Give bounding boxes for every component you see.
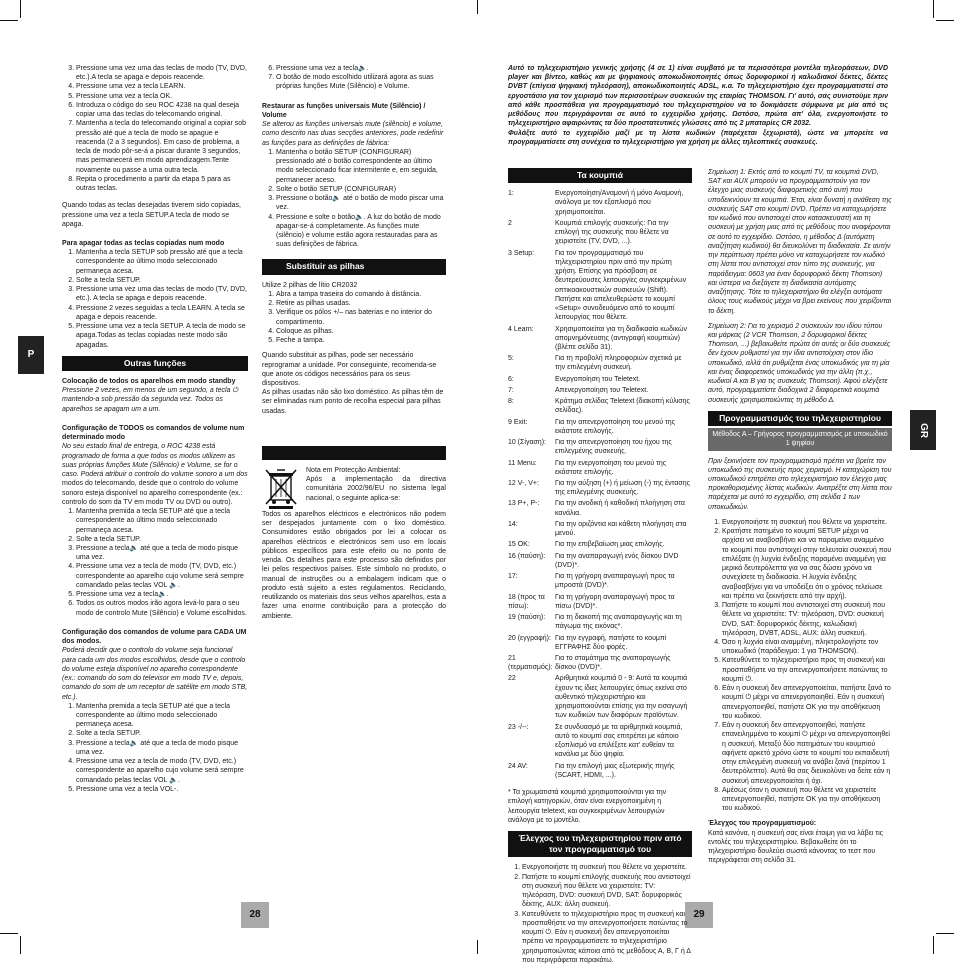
steps-mute: [62, 507, 248, 618]
paragraph: Utilize 2 pilhas de lítio CR2032: [262, 281, 358, 289]
list-item: 24 AV: Για την επιλογή μιας εξωτερικής πηγής (SCART, HDMI, ...).: [508, 762, 675, 779]
list-item: 5. Pressione uma vez a tecla SETUP. A tecla de modo se apaga.Todas as teclas copiadas neste modo são apagadas.: [76, 322, 248, 350]
paragraph: Quando todas as teclas desejadas tiverem sido copiadas, pressione uma vez a tecla SETUP.A tecla de modo se apaga.: [62, 202, 241, 228]
section-title: Configuração dos comandos de volume para CADA UM dos modos.: [62, 628, 247, 646]
paragraph: Poderá decidir que o controlo do volume seja funcional para cada um dos modos escolhidos, desde que o controlo do volume esteja disponível no aparelho correspondente (ex.: comando do som do televisor em modo TV e, depois, comando do som de um receptor de satélite em modo STB, etc.).: [62, 647, 248, 701]
section-header: Τα κουμπιά: [508, 168, 692, 183]
list-item: 4. Coloque as pilhas.: [276, 327, 446, 336]
paragraph: Κατά κανόνα, η συσκευή σας είναι έτοιμη για να λάβει τις εντολές του τηλεχειριστηρίου. Βεβαιωθείτε ότι το τηλεχειριστήριο δουλεύει σωστά κάνοντας το τεστ που περιγράφεται στη σελίδα 31.: [708, 829, 884, 865]
list-item: 15 OK: Για την επιβεβαίωση μιας επιλογής.: [508, 541, 665, 549]
list-item: 2. Retire as pilhas usadas.: [276, 299, 446, 308]
list-item: 1. Mantenha a tecla SETUP sob pressão até que a tecla correspondente ao último modo seleccionado permaneça acesa.: [76, 248, 248, 276]
list-item: 1. Ενεργοποιήστε τη συσκευή που θέλετε να χειριστείτε.: [722, 518, 892, 527]
steps-volume: [62, 702, 248, 794]
section-subheader: Μέθοδος Α – Γρήγορος προγραμματισμός με υποκωδικό 1 ψηφίου: [708, 428, 892, 450]
paragraph: As pilhas usadas não são lixo doméstico. As pilhas têm de ser eliminadas num ponto de recolha especial para pilhas usadas.: [262, 389, 444, 415]
environment-title: Nota em Protecção Ambiental:: [306, 466, 401, 474]
list-item: 21 (τερματισμός): Για το σταμάτημα της αναπαραγωγής δίσκου (DVD)*.: [508, 655, 671, 672]
list-item: 11 Menu: Για την ενεργοποίηση του μενού της εκάστοτε επιλογής.: [508, 459, 667, 476]
list-item: 22 Αριθμητικά κουμπιά 0 - 9: Αυτά τα κουμπιά έχουν τις ίδιες λειτουργίες όπως εκείνα στο αυθεντικό τηλεχειριστήριο και χρησιμοποιούνται επίσης για την εισαγωγή των κωδικών των διαφόρων προϊόντων.: [508, 675, 688, 720]
list-item: 2. Solte o botão SETUP (CONFIGURAR): [276, 185, 446, 194]
list-item: 4. Pressione uma vez a tecla LEARN.: [76, 82, 248, 91]
crop-mark: [477, 0, 478, 14]
list-item: 8. Αμέσως όταν η συσκευή που θέλετε να χειριστείτε απενεργοποιηθεί, πατήστε OK για την αποθήκευση του κωδικού.: [722, 786, 892, 814]
crop-mark: [936, 20, 954, 21]
list-item: 5. Feche a tampa.: [276, 336, 446, 345]
list-item: 4. Pressione uma vez a tecla de modo (TV, DVD, etc.) correspondente ao aparelho cujo volume será sempre comandado pelas teclas VOL 🔈.: [76, 562, 248, 590]
list-item: 10 (Σίγαση): Για την απενεργοποίηση του ήχου της επιλεγμένης συσκευής.: [508, 439, 672, 456]
paragraph: Todos os aparelhos eléctricos e electrónicos não podem ser despejados juntamente com o lixo doméstico. Consumidores estão obrigados por lei a colocar os aparelhos eléctricos e electrónicos sem uso em locais públicos específicos para este efeito ou no ponto de venda. Os detalhes para este processo são definidos por lei pelos respectivos países. Este símbolo no produto, o manual de instruções ou a embalagem indicam que o produto está sujeito a estes regulamentos. Reciclando, reutilizando os materiais dos seus velhos aparelhos, esta a fazer uma enorme contribuição para a protecção do ambiente.: [262, 510, 446, 620]
column-3: [508, 168, 692, 971]
section-title: Colocação de todos os aparelhos em modo standby: [62, 378, 236, 386]
list-item: 17: Για τη γρήγορη αναπαραγωγή προς τα μπροστά (DVD)*.: [508, 573, 675, 590]
environment-note: [262, 466, 446, 510]
language-tab-gr: [910, 410, 936, 450]
list-item: 4. Pressione uma vez a tecla de modo (TV, DVD, etc.) correspondente ao aparelho cujo volume será sempre comandado pelas teclas VOL 🔈.: [76, 757, 248, 785]
page-number-left: 28: [241, 902, 269, 928]
intro-paragraph: Αυτό το τηλεχειριστήριο γενικής χρήσης (4 σε 1) είναι συμβατό με τα περισσότερα μοντέλα τηλεοράσεων, DVD player και βίντεο, καθώς και με ψηφιακούς αποκωδικοποιητές όπως δορυφορικοί ή καλωδιακοί δέκτες, δέκτες DVBT (επίγεια ψηφιακή τηλεόραση), αποκωδικοποιητές ADSL, κ.α. Το τηλεχειριστήριο έχει προγραμματιστεί στο εργοστάσιο για τον χειρισμό των περισσοτέρων συσκευών της εταιρίας THOMSON. Γι' αυτό, σας συνιστούμε πριν από κάθε προσπάθεια για προγραμματισμό του τηλεχειριστηρίου να το δοκιμάσετε σύμφωνα με μία από τις μεθόδους που περιγράφονται σε αυτό το εγχειρίδιο χρήσης. Ωστόσο, πρώτα απ' όλα, ενεργοποιήστε το τηλεχειριστήριο αφαιρώντας τα δύο προστατευτικές γλώσσες από τις 2 μπαταρίες CR 2032.: [508, 65, 888, 128]
list-item: 1. Mantenha o botão SETUP (CONFIGURAR) pressionado até o botão correspondente ao último modo seleccionado ficar intermitente e, em seguida, permanecer aceso.: [276, 148, 446, 185]
steps-method-a: [708, 518, 892, 814]
section-header: Substituir as pilhas: [262, 259, 446, 274]
environment-text: [306, 466, 446, 510]
paragraph: No seu estado final de entrega, o ROC 4238 está programado de forma a que todos os modos utilizem as suas próprias funções Mute (Silêncio) e Volume, se for o caso. Poderá atribuir o controlo do volume sonoro a um dos: [62, 443, 248, 479]
list-item: 23 -/--: Σε συνδυασμό με τα αριθμητικά κουμπιά, αυτό το κουμπί σας επιτρέπει με κάποιο εξοπλισμό να επιλέξετε κατ' ευθείαν τα κανάλια με δύο ψηφία.: [508, 723, 683, 759]
steps-check: [508, 863, 692, 965]
list-item: 5. Pressione uma vez a tecla🔈.: [76, 590, 248, 599]
crop-mark: [20, 936, 21, 954]
section-title: Configuração de TODOS os comandos de volume num determinado modo: [62, 424, 245, 442]
list-item: 20 (εγγραφή): Για την εγγραφή, πατήστε το κουμπί ΕΓΓΡΑΦΗΣ δύο φορές.: [508, 634, 667, 651]
section-header: [262, 446, 446, 460]
list-item: 5. Κατευθύνετε το τηλεχειριστήριο προς τη συσκευή και προσπαθήστε να την απενεργοποιήσετε πατώντας το κουμπί ⏻.: [722, 656, 892, 684]
weee-bin-icon: [262, 466, 300, 510]
section-title: Έλεγχος του προγραμματισμού:: [708, 820, 817, 828]
list-item: 7. O botão de modo escolhido utilizará agora as suas próprias funções Mute (Silêncio) e Volume.: [276, 73, 446, 91]
section-header: Έλεγχος του τηλεχειριστηρίου πριν από τον προγραμματισμό του: [508, 831, 692, 857]
paragraph: Se alterou as funções universais mute (silêncio) e volume, como descrito nas duas secções anteriores, pode redefinir as funções para as definições de fábrica:: [262, 121, 444, 147]
list-item: 2. Solte a tecla SETUP.: [76, 276, 248, 285]
note: Σημείωση 1: Εκτός από το κουμπί TV, τα κουμπιά DVD, SAT και AUX μπορούν να προγραμματιστούν για τον έλεγχο μιας συσκευής διαφορετικής από αυτή που υποδεικνύουν τα κουμπιά. Έτσι, είναι δυνατή η ανάθεση της συσκευής SAT στο κουμπί DVD. Πρέπει να καταχωρήσετε τον κωδικό που αντιστοιχεί στον κατασκευαστή και τη συσκευή με χρήση μιας από τις μεθόδους που αναφέρονται σε αυτό το εγχειρίδιο. Ωστόσο, η μέθοδος Δ (αυτόματη αναζήτηση κωδικού) θα διευκολύνει τη διαδικασία. Σε αυτήν την περίπτωση πρέπει μόνο να καταχωρήσετε τον κωδικό στη λίστα που αντιστοιχεί στον τύπο της συσκευής, για παράδειγμα: 0603 για έναν δορυφορικό δέκτη Thomson) και ύστερα να διεξάγετε τη διαδικασία αυτόματης αναζήτησης. Τότε το τηλεχειριστήριο θα ελέγξει αυτόματα όλους τους κωδικούς μέχρι να βρει εκείνους που χειρίζονται το δέκτη.: [708, 169, 892, 315]
paragraph: Πριν ξεκινήσετε τον προγραμματισμό πρέπει να βρείτε τον υποκωδικό της συσκευής προς χειρισμό. Η καταχώριση του υποκωδικού επιτρέπει στο τηλεχειριστήριο τον έλεγχο μιας προκαθορισμένης λίστας κωδικών. Ανατρέξτε στη λίστα που παρέχεται με αυτό το εγχειρίδιο, στη σελίδα 1 των υποκωδικών.: [708, 457, 892, 511]
list-item: 1: Ενεργοποίηση/Αναμονή ή μόνο Αναμονή, ανάλογα με τον εξοπλισμό που χρησιμοποιείται.: [508, 190, 684, 216]
language-tab-label: P: [27, 349, 35, 360]
list-item: 14: Για την οριζόντια και κάθετη πλοήγηση στα μενού.: [508, 520, 687, 538]
list-item: 18 (προς τα πίσω): Για τη γρήγορη αναπαραγωγή προς τα πίσω (DVD)*.: [508, 593, 675, 610]
paragraph: * Τα χρωματιστά κουμπιά χρησιμοποιούνται για την επιλογή κατηγοριών, όταν είναι ενεργοποιημένη η λειτουργία teletext, και συγκεκριμένων λειτουργιών ανάλογα με το μοντέλο.: [508, 789, 667, 824]
list-item: 1. Ενεργοποιήστε τη συσκευή που θέλετε να χειριστείτε.: [522, 863, 692, 872]
greek-intro: [508, 64, 888, 147]
list-item: 6. Pressione uma vez a tecla🔈.: [276, 64, 446, 73]
section-header: Outras funções: [62, 356, 248, 371]
column-4: [708, 168, 892, 872]
list-item: 4 Learn: Χρησιμοποιείται για τη διαδικασία κωδικών απομνημόνευσης (αντιγραφή κουμπιών) (βλέπε σελίδα 31).: [508, 325, 687, 351]
list-item: 3. Πατήστε το κουμπί που αντιστοιχεί στη συσκευή που θέλετε να χειριστείτε: TV: τηλεόραση, DVD: συσκευή DVD, SAT: δορυφορικός δέκτης, καλωδιακή τηλεόραση, DVBT, ADSL, AUX: άλλη συσκευή.: [722, 601, 892, 638]
list-item: 3. Pressione o botão🔈 até o botão de modo piscar uma vez.: [276, 194, 446, 212]
list-item: 6. Introduza o código do seu ROC 4238 na qual deseja copiar uma das teclas do telecomando original.: [76, 101, 248, 119]
steps-battery: [262, 290, 446, 345]
language-tab-p: [18, 336, 44, 374]
list-item: 3. Verifique os pólos +/– nas baterias e no interior do compartimento.: [276, 308, 446, 326]
column-1: [62, 64, 248, 800]
list-item: 6. Εάν η συσκευή δεν απενεργοποιείται, πατήστε ξανά το κουμπί ⏻ μέχρι να απενεργοποιηθεί. Εάν η συσκευή απενεργοποιηθεί, πατήστε OK για την αποθήκευση του κωδικού.: [722, 684, 892, 721]
crop-mark: [936, 933, 954, 934]
list-item: 8: Κράτημα σελίδας Teletext (διακοπή κύλισης σελίδας).: [508, 398, 690, 415]
list-item: 1. Abra a tampa traseira do comando à distância.: [276, 290, 446, 299]
list-item: 1. Mantenha premida a tecla SETUP até que a tecla correspondente ao último modo seleccionado permaneça acesa.: [76, 507, 248, 535]
list-item: 2. Solte a tecla SETUP.: [76, 535, 248, 544]
list-item: 16 (παύση): Για την αναπαραγωγή ενός δίσκου DVD (DVD)*.: [508, 552, 679, 569]
paragraph: Pressione 2 vezes, em menos de um segundo, a tecla ⏻ mantendo-a sob pressão da segunda vez. Todos os aparelhos se apagam um a um.: [62, 387, 238, 413]
list-item: 3. Pressione a tecla🔈 até que a tecla de modo pisque uma vez.: [76, 544, 248, 562]
list-item: 7: Απενεργοποίηση του Teletext.: [508, 386, 649, 394]
column-2: [262, 64, 446, 627]
list-item: 9 Exit: Για την απενεργοποίηση του μενού της εκάστοτε επιλογής.: [508, 418, 676, 435]
paragraph: Após a implementação da directiva comunitária 2002/96/EU no sistema legal nacional, o seguinte aplica-se:: [306, 476, 446, 502]
list-item: 1. Mantenha premida a tecla SETUP até que a tecla correspondente ao último modo seleccionado permaneça acesa.: [76, 702, 248, 730]
note: Σημείωση 2: Για το χειρισμό 2 συσκευών του ιδίου τύπου και μάρκας (2 VCR Thomson, 2 δορυφορικοί δέκτες Thomson, ...) βεβαιωθείτε πρώτα ότι αυτές οι δύο συσκευές δεν έχουν ρυθμιστεί για την ίδια αντιστοίχιση στον ίδιο υποκωδικό, αλλά ότι ρυθμίζεται ένας υποκωδικός για τη μία και ένας διαφορετικός υποκωδικός για την άλλη (π.χ., κωδικοί A και B για τις συσκευές Thomson). Αφού ελέγξετε αυτό, προγραμματίστε διαδοχικά 2 διαφορετικά κουμπιά συσκευής χρησιμοποιώντας τη μέθοδο Δ.: [708, 322, 891, 404]
list-item: 2. Πατήστε το κουμπί επιλογής συσκευής που αντιστοιχεί στη συσκευή που θέλετε να χειριστείτε: TV: τηλεόραση, DVD: συσκευή DVD, SAT: δορυφορικός δέκτης, AUX: άλλη συσκευή.: [522, 873, 692, 910]
list-item: 4. Pressione 2 vezes seguidas a tecla LEARN. A tecla se apaga e depois reacende.: [76, 304, 248, 322]
crop-mark: [477, 940, 478, 954]
list-item: 2. Κρατήστε πατημένο το κουμπί SETUP μέχρι να αρχίσει να αναβοσβήνει και να παραμείνει αναμμένο το κουμπί που αντιστοιχεί στην τελευταία συσκευή που επιλέξατε (η λυχνία ένδειξης παραμένει αναμμένη για μερικά δευτερόλεπτα για να σας δώσει χρόνο να συνεχίσετε τη διαδικασία. Η λυχνία ένδειξης αναβοσβήνει για να υποδείξει ότι ο χρόνος τελείωσε και πρέπει να ξεκινήσετε από την αρχή).: [722, 527, 892, 601]
steps-restore: [262, 148, 446, 250]
intro-paragraph: Φυλάξτε αυτό το εγχειρίδιο μαζί με τη λίστα κωδικών (παρέχεται ξεχωριστά), ώστε να μπορείτε να προγραμματίσετε στη συνέχεια το τηλεχειριστήριο για χρήση με άλλες τηλεοπτικές συσκευές.: [508, 129, 888, 146]
list-item: 7. Εάν η συσκευή δεν απενεργοποιηθεί, πατήστε επανειλημμένα το κουμπί ⏻ μέχρι να απενεργοποιηθεί η συσκευή. Μεταξύ δύο πατημάτων του κουμπιού αφήνετε αρκετό χρόνο ώστε το κουμπί του εκπαιδευτή στην επιλεγμένη συσκευή να ανάβει ξανά (περίπου 1 δευτερόλεπτο). Αυτό θα σας διευκολύνει να δείτε εάν η συσκευή απενεργοποιείται ή όχι.: [722, 721, 892, 786]
list-item: 3 Setup: Για τον προγραμματισμό του τηλεχειριστηρίου πριν από την πρώτη χρήση. Επίσης για πρόσβαση σε δευτερεύουσες λειτουργίες συγκεκριμένων οπτικοακουστικών συσκευών (Shift). Πατήστε και απελευθερώστε το κουμπί «Setup» συνοδευόμενο από το κουμπί λειτουργίας που θέλετε.: [508, 249, 687, 322]
keys-list: [508, 189, 692, 780]
list-item: 3. Pressione uma vez uma das teclas de modo (TV, DVD, etc.).A tecla se apaga e depois reacende.: [76, 64, 248, 82]
list-item: 5. Pressione uma vez a tecla VOL-.: [76, 785, 248, 794]
section-title: Restaurar as funções universais Mute (Silêncio) / Volume: [262, 102, 426, 119]
list-item: 8. Repita o procedimento a partir da etapa 5 para as outras teclas.: [76, 175, 248, 193]
language-tab-label: GR: [917, 423, 929, 439]
steps-learn: [62, 64, 248, 193]
crop-mark: [0, 933, 18, 934]
steps-clear: [62, 248, 248, 350]
list-item: 5. Pressione uma vez a tecla OK.: [76, 92, 248, 101]
list-item: 3. Pressione a tecla🔈 até que a tecla de modo pisque uma vez.: [76, 739, 248, 757]
list-item: 5: Για τη προβολή πληροφοριών σχετικά με την επιλεγμένη συσκευή.: [508, 355, 682, 372]
page-number-right: 29: [685, 902, 713, 928]
list-item: 2 Κουμπιά επιλογής συσκευής: Για την επιλογή της συσκευής που θέλετε να χειριστείτε (TV, DVD, ...).: [508, 219, 669, 246]
list-item: 4. Pressione e solte o botão🔈. A luz do botão de modo apagar-se-á completamente. As funções mute (silêncio) e volume estão agora restauradas para as suas definições de fábrica.: [276, 213, 446, 250]
paragraph: Quando substituir as pilhas, pode ser necessário reprogramar a unidade. Por conseguinte, recomenda-se que anote os códigos necessários para os seus dispositivos.: [262, 352, 437, 388]
steps-volume-cont: [262, 64, 446, 92]
paragraph: modos do telecomando, desde que o controlo do volume sonoro esteja disponível no aparelho correspondente (ex.: controlo do som da TV em modo TV ou DVD ou outro).: [62, 480, 243, 506]
crop-mark: [933, 936, 934, 954]
list-item: 7. Mantenha a tecla do telecomando original a copiar sob pressão até que a tecla de modo se apague e reacenda (2 a 3 segundos). Em caso de problema, a tecla de modo pôr-se-á a piscar durante 3 segundos, mas permanecerá em modo aprendizagem.Tente novamente ou passe a uma outra tecla.: [76, 119, 248, 174]
list-item: 4. Όσο η λυχνία είναι αναμμένη, πληκτρολογήστε τον υποκωδικό (παράδειγμα: 1 για THOMSON).: [722, 638, 892, 656]
section-header: Προγραμματισμός του τηλεχειριστηρίου: [708, 411, 892, 426]
crop-mark: [20, 0, 21, 18]
list-item: 3. Κατευθύνετε το τηλεχειριστήριο προς τη συσκευή και προσπαθήστε να την απενεργοποιήσετε πατώντας το κουμπί ⏻. Εάν η συσκευή δεν απενεργοποιείται πρέπει να προγραμματίσετε το τηλεχειριστήριο χρησιμοποιώντας κάποια από τις μεθόδους Α, Β, Γ ή Δ που περιγράφεται παρακάτω.: [522, 910, 692, 965]
section-title: Para apagar todas as teclas copiadas num modo: [62, 239, 225, 247]
list-item: 19 (παύση): Για τη διακοπή της αναπαραγωγής και τη πάγωμα της εικόνας*.: [508, 614, 682, 631]
list-item: 2. Solte a tecla SETUP.: [76, 729, 248, 738]
list-item: 6: Ενεργοποίηση του Teletext.: [508, 375, 641, 383]
list-item: 3. Pressione uma vez uma das teclas de modo (TV, DVD, etc.). A tecla se apaga e depois reacende.: [76, 285, 248, 303]
list-item: 12 V-, V+: Για την αύξηση (+) ή μείωση (-) της έντασης της επιλεγμένης συσκευής.: [508, 480, 690, 497]
list-item: 6. Todos os outros modos irão agora levá-lo para o seu modo de controlo Mute (Silêncio) e Volume escolhidos.: [76, 599, 248, 617]
crop-mark: [933, 0, 934, 18]
crop-mark: [0, 20, 18, 21]
list-item: 13 P+, P-: Για την ανοδική ή καθοδική πλοήγηση στα κανάλια.: [508, 500, 685, 517]
